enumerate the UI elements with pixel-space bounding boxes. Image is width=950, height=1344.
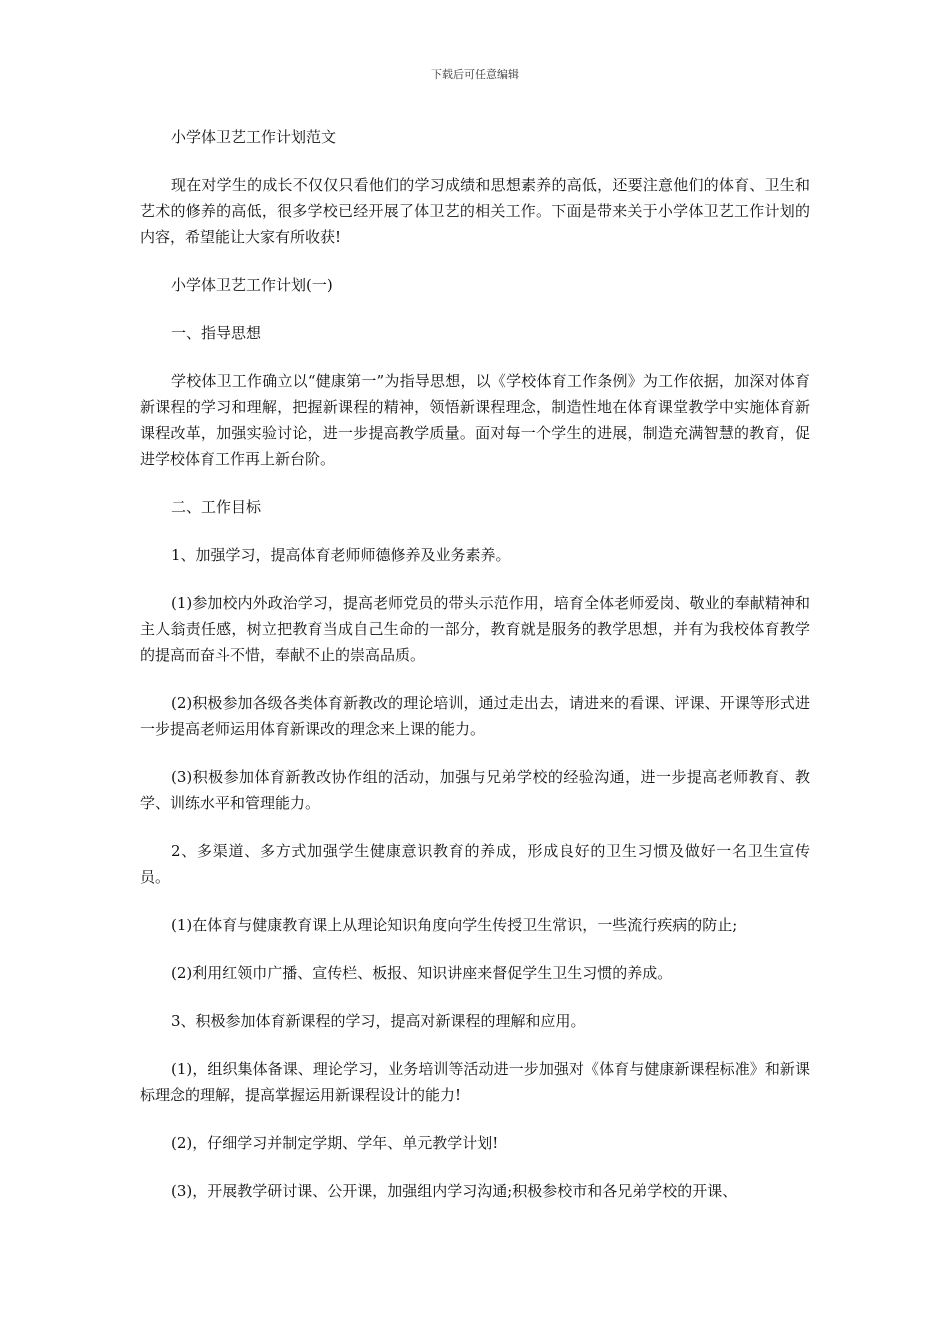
header-note: 下载后可任意编辑 [431, 68, 519, 81]
paragraph: (3)积极参加体育新教改协作组的活动，加强与兄弟学校的经验沟通，进一步提高老师教育、教学、训练水平和管理能力。 [140, 768, 810, 812]
paragraph: (2)利用红领巾广播、宣传栏、板报、知识讲座来督促学生卫生习惯的养成。 [171, 964, 673, 982]
paragraph: (2)，仔细学习并制定学期、学年、单元教学计划! [171, 1134, 499, 1152]
section-heading: 二、工作目标 [171, 498, 262, 516]
paragraph: (1)，组织集体备课、理论学习，业务培训等活动进一步加强对《体育与健康新课程标准》和新课标理念的理解，提高掌握运用新课程设计的能力! [140, 1060, 810, 1104]
document-body [140, 124, 810, 1226]
paragraph: 学校体卫工作确立以“健康第一”为指导思想，以《学校体育工作条例》为工作依据，加深对体育新课程的学习和理解，把握新课程的精神，领悟新课程理念，制造性地在体育课堂教学中实施体育新课程改革，加强实验讨论，进一步提高教学质量。面对每一个学生的进展，制造充满智慧的教育，促进学校体育工作再上新台阶。 [140, 372, 810, 468]
paragraph: 1、加强学习，提高体育老师师德修养及业务素养。 [171, 546, 511, 564]
paragraph: (1)参加校内外政治学习，提高老师党员的带头示范作用，培育全体老师爱岗、敬业的奉献精神和主人翁责任感，树立把教育当成自己生命的一部分，教育就是服务的教学思想，并有为我校体育教学的提高而奋斗不惜，奉献不止的崇高品质。 [140, 594, 810, 664]
paragraph: (1)在体育与健康教育课上从理论知识角度向学生传授卫生常识，一些流行疾病的防止; [171, 916, 738, 934]
paragraph: 3、积极参加体育新课程的学习，提高对新课程的理解和应用。 [171, 1012, 586, 1030]
document-title: 小学体卫艺工作计划范文 [171, 128, 337, 146]
paragraph: 2、多渠道、多方式加强学生健康意识教育的养成，形成良好的卫生习惯及做好一名卫生宣传员。 [140, 842, 810, 886]
paragraph: (3)，开展教学研讨课、公开课，加强组内学习沟通;积极参校市和各兄弟学校的开课、 [171, 1182, 738, 1200]
section-heading: 一、指导思想 [171, 324, 262, 342]
paragraph: (2)积极参加各级各类体育新教改的理论培训，通过走出去，请进来的看课、评课、开课等形式进一步提高老师运用体育新课改的理念来上课的能力。 [140, 694, 810, 738]
paragraph: 现在对学生的成长不仅仅只看他们的学习成绩和思想素养的高低，还要注意他们的体育、卫生和艺术的修养的高低，很多学校已经开展了体卫艺的相关工作。下面是带来关于小学体卫艺工作计划的内容，希望能让大家有所收获! [140, 176, 810, 246]
section-heading: 小学体卫艺工作计划(一) [171, 276, 333, 294]
